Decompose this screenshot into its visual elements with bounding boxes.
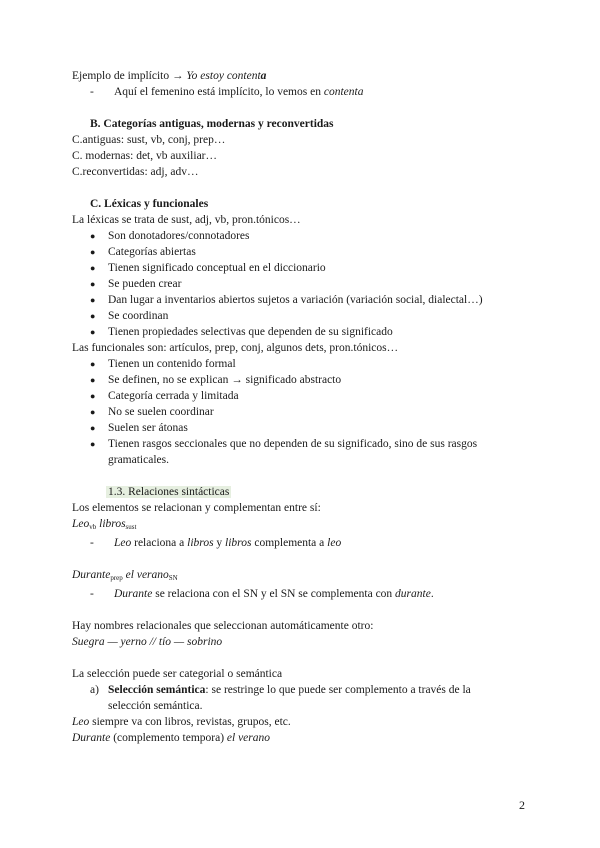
- bullet-icon: ●: [90, 359, 96, 369]
- list-item: ● Se pueden crear: [90, 278, 182, 290]
- bullet-icon: ●: [90, 311, 96, 321]
- section-c-heading: C. Léxicas y funcionales: [90, 198, 209, 210]
- category-line: C. modernas: det, vb auxiliar…: [72, 150, 217, 162]
- example-durante-verano: Durante$_{prep}$ el verano$_{SN}$: [72, 569, 178, 582]
- dash-marker: -: [90, 537, 94, 549]
- bullet-icon: ●: [90, 295, 96, 305]
- category-line: C.reconvertidas: adj, adv…: [72, 166, 199, 178]
- durante-dash-item: - Durante se relaciona con el SN y el SN se complementa con durante.: [90, 588, 434, 600]
- selection-intro: La selección puede ser categorial o semántica: [72, 668, 283, 680]
- list-item: ● Se definen, no se explican → significado abstracto: [90, 374, 342, 386]
- relational-intro: Hay nombres relacionales que seleccionan automáticamente otro:: [72, 620, 374, 632]
- list-item: ● Tienen propiedades selectivas que dependen de su significado: [90, 326, 393, 338]
- list-item: ● Suelen ser átonas: [90, 422, 188, 434]
- leo-line: Leo siempre va con libros, revistas, grupos, etc.: [72, 716, 291, 728]
- category-line: C.antiguas: sust, vb, conj, prep…: [72, 134, 226, 146]
- list-item: ● Categorías abiertas: [90, 246, 196, 258]
- implicit-example: Yo estoy contenta: [186, 70, 267, 82]
- dash-marker: -: [90, 86, 94, 98]
- list-item: ● No se suelen coordinar: [90, 406, 214, 418]
- bullet-icon: ●: [90, 247, 96, 257]
- bullet-icon: ●: [90, 279, 96, 289]
- implicit-label: Ejemplo de implícito →: [72, 70, 184, 82]
- list-item: ● Tienen un contenido formal: [90, 358, 236, 370]
- lexical-intro: La léxicas se trata de sust, adj, vb, pron.tónicos…: [72, 214, 301, 226]
- list-item: ● Categoría cerrada y limitada: [90, 390, 239, 402]
- relational-example: Suegra — yerno // tío — sobrino: [72, 636, 223, 648]
- list-item-continuation: selección semántica.: [108, 700, 203, 712]
- page-number: 2: [519, 798, 525, 812]
- implicit-example-line: [72, 68, 532, 84]
- alpha-marker: a): [90, 684, 99, 696]
- bullet-icon: ●: [90, 263, 96, 273]
- bullet-icon: ●: [90, 439, 96, 449]
- relations-intro: Los elementos se relacionan y complementan entre sí:: [72, 502, 321, 514]
- list-item: ● Son donotadores/connotadores: [90, 230, 250, 242]
- bullet-icon: ●: [90, 423, 96, 433]
- dash-marker: -: [90, 588, 94, 600]
- list-item: ● Tienen significado conceptual en el diccionario: [90, 262, 326, 274]
- section-b-heading: B. Categorías antiguas, modernas y reconvertidas: [90, 118, 334, 130]
- section-13-heading: 1.3. Relaciones sintácticas: [108, 486, 230, 498]
- list-item: ● Dan lugar a inventarios abiertos sujetos a variación (variación social, dialectal…): [90, 294, 483, 306]
- list-item: a) Selección semántica: se restringe lo que puede ser complemento a través de la: [90, 684, 471, 696]
- bullet-icon: ●: [90, 391, 96, 401]
- document-page: [72, 68, 532, 746]
- implicit-dash-item: - Aquí el femenino está implícito, lo vemos en contenta: [90, 86, 364, 98]
- list-item: ● Se coordinan: [90, 310, 169, 322]
- example-leo-libros: Leo$_{vb}$ libros$_{sust}$: [72, 518, 137, 531]
- functional-intro: Las funcionales son: artículos, prep, conj, algunos dets, pron.tónicos…: [72, 342, 399, 354]
- list-item: ● Tienen rasgos seccionales que no dependen de su significado, sino de sus rasgos: [90, 438, 478, 450]
- bullet-icon: ●: [90, 327, 96, 337]
- section-13-heading-line: [72, 484, 532, 500]
- bullet-icon: ●: [90, 375, 96, 385]
- bullet-icon: ●: [90, 231, 96, 241]
- list-item-continuation: gramaticales.: [108, 454, 169, 466]
- leo-dash-item: - Leo relaciona a libros y libros complementa a leo: [90, 537, 342, 549]
- bullet-icon: ●: [90, 407, 96, 417]
- durante-line: Durante (complemento tempora) el verano: [72, 732, 271, 744]
